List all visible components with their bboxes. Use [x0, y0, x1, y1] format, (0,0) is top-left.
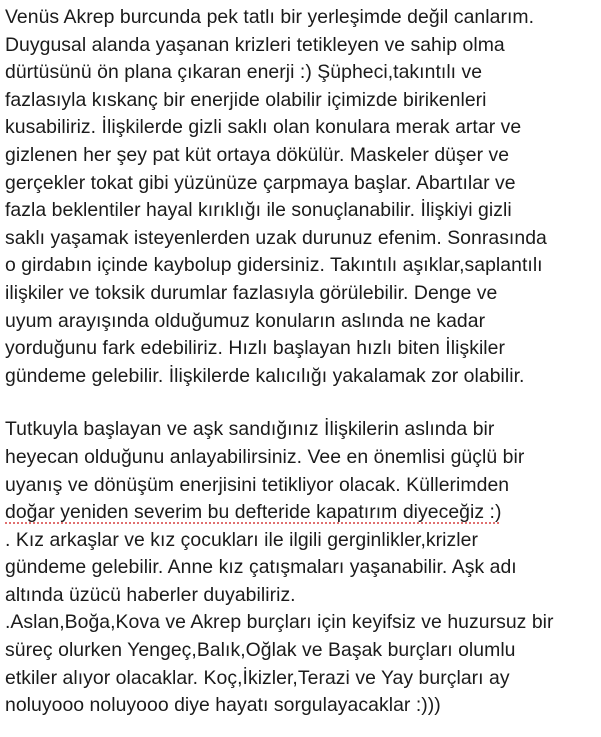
text-line: Venüs Akrep burcunda pek tatlı bir yerleşimde değil canlarım.: [5, 6, 535, 28]
text-line: gündeme gelebilir. İlişkilerde kalıcılığı yakalamak zor olabilir.: [5, 364, 525, 387]
text-line: uyanış ve dönüşüm enerjisini tetikliyor olacak. Küllerimden: [5, 473, 510, 496]
text-line: saklı yaşamak isteyenlerden uzak durunuz efenim. Sonrasında: [5, 226, 547, 249]
text-line: ilişkiler ve toksik durumlar fazlasıyla görülebilir. Denge ve: [5, 281, 498, 304]
text-line: noluyooo noluyooo diye hayatı sorgulayacaklar :))): [5, 694, 441, 717]
text-line: altında üzücü haberler duyabiliriz.: [5, 583, 296, 606]
text-line: .Aslan,Boğa,Kova ve Akrep burçları için keyifsiz ve huzursuz bir: [5, 611, 554, 634]
text-line: uyum arayışında olduğumuz konuların aslında ne kadar: [5, 309, 486, 332]
text-line: o girdabın içinde kaybolup gidersiniz. Takıntılı aşıklar,saplantılı: [5, 254, 543, 277]
text-line: gizlenen her şey pat küt ortaya dökülür. Maskeler düşer ve: [5, 143, 510, 166]
text-line: fazlasıyla kıskanç bir enerjide olabilir içimizde birikenleri: [5, 88, 487, 111]
text-line: gerçekler tokat gibi yüzünüze çarpmaya başlar. Abartılar ve: [5, 171, 516, 194]
text-line: gündeme gelebilir. Anne kız çatışmaları yaşanabilir. Aşk adı: [5, 556, 517, 579]
text-line: dürtüsünü ön plana çıkaran enerji :) Şüpheci,takıntılı ve: [5, 61, 483, 84]
paragraph-gap: [5, 390, 597, 416]
text-line: kusabiliriz. İlişkilerde gizli saklı olan konulara merak artar ve: [5, 116, 522, 139]
text-line: Duygusal alanda yaşanan krizleri tetikleyen ve sahip olma: [5, 33, 505, 56]
text-line: . Kız arkaşlar ve kız çocukları ile ilgili gerginlikler,krizler: [5, 528, 478, 551]
text-line: fazla beklentiler hayal kırıklığı ile sonuçlanabilir. İlişkiyi gizli: [5, 199, 512, 222]
text-line: doğar yeniden severim bu defteride kapatırım diyeceğiz :): [5, 501, 502, 524]
text-line: yorduğunu fark edebiliriz. Hızlı başlayan hızlı biten İlişkiler: [5, 337, 505, 360]
text-line: Tutkuyla başlayan ve aşk sandığınız İlişkilerin aslında bir: [5, 418, 495, 441]
document-body: [5, 4, 597, 720]
text-line: heyecan olduğunu anlayabilirsiniz. Vee en önemlisi güçlü bir: [5, 445, 525, 468]
text-line: etkiler alıyor olacaklar. Koç,İkizler,Terazi ve Yay burçları ay: [5, 666, 510, 689]
text-line: süreç olurken Yengeç,Balık,Oğlak ve Başak burçları olumlu: [5, 639, 516, 662]
paragraph-1: [5, 4, 597, 390]
paragraph-2: [5, 416, 597, 720]
